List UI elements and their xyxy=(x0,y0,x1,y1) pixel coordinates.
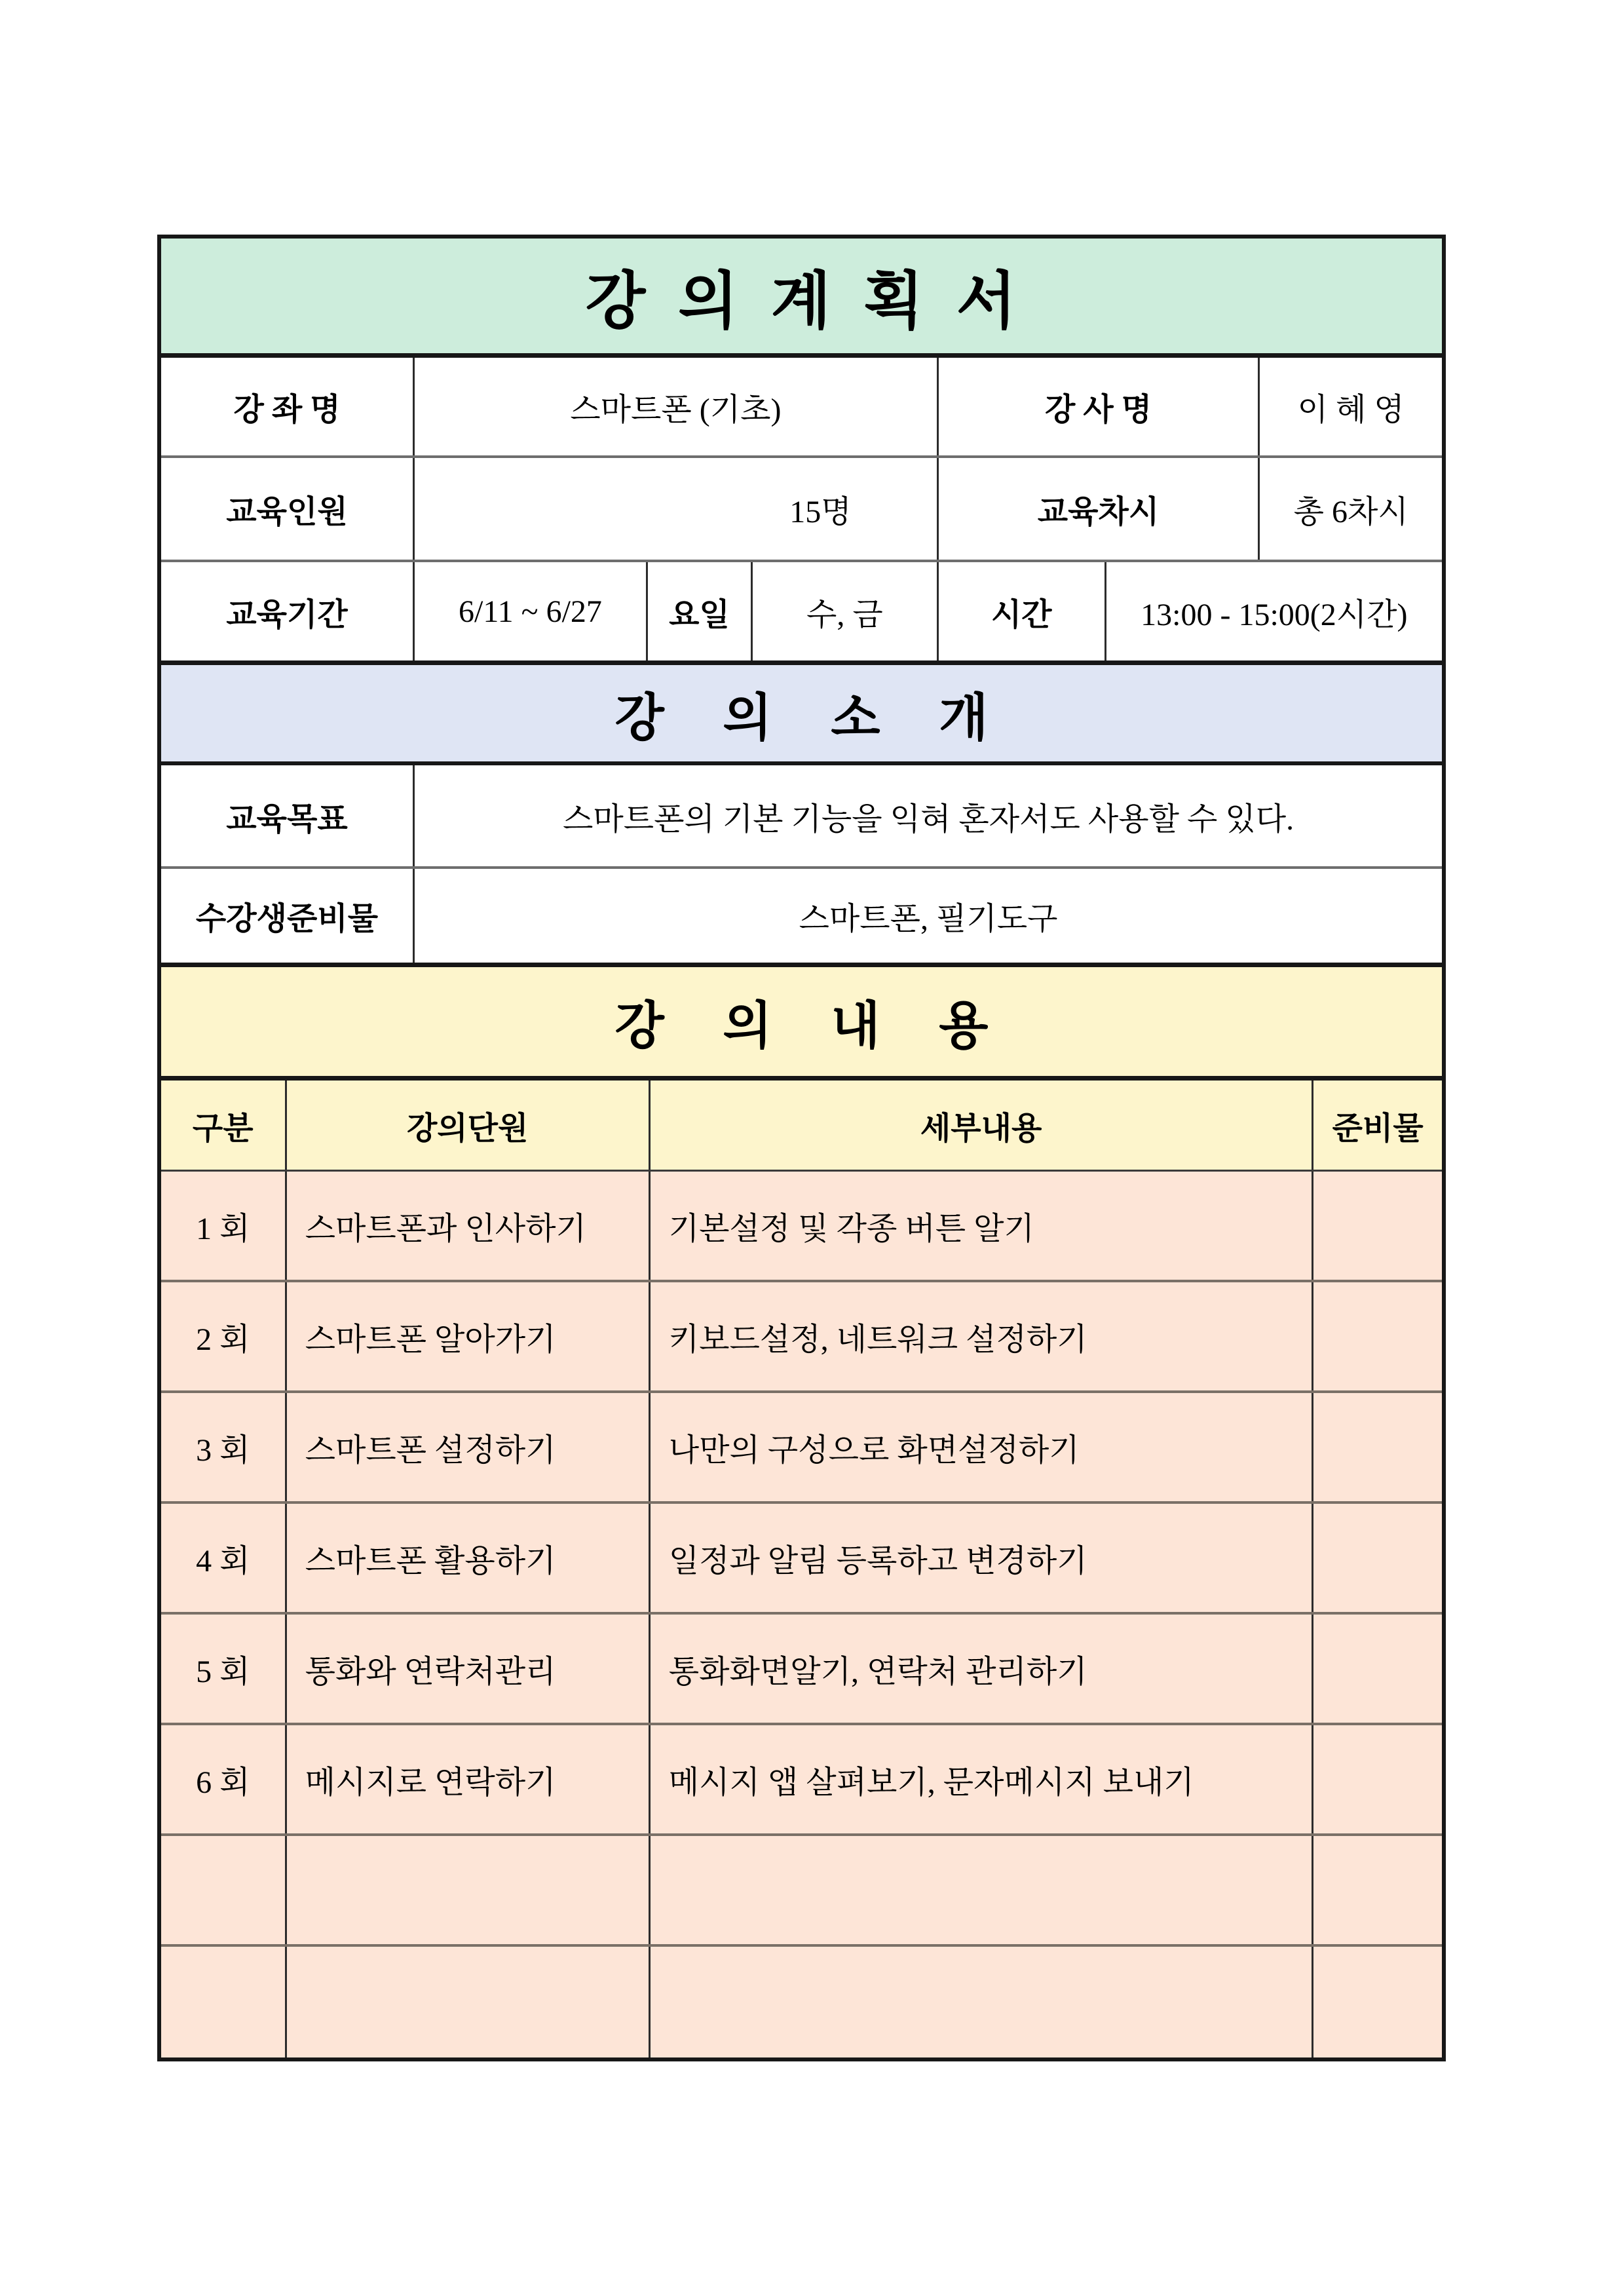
row-unit: 스마트폰 활용하기 xyxy=(287,1504,651,1612)
row-prep xyxy=(1313,1947,1442,2057)
content-section-band xyxy=(161,967,1442,1081)
content-header-row xyxy=(161,1081,1442,1172)
row-detail: 메시지 앱 살펴보기, 문자메시지 보내기 xyxy=(651,1725,1314,1833)
document-title: 강 의 계 획 서 xyxy=(585,266,1018,336)
lecture-plan-document xyxy=(157,235,1446,2061)
content-row-4 xyxy=(161,1504,1442,1615)
weekday-value: 수, 금 xyxy=(753,562,938,660)
row-detail: 키보드설정, 네트워크 설정하기 xyxy=(651,1282,1314,1390)
info-row-students xyxy=(161,458,1442,562)
content-row-7-empty xyxy=(161,1836,1442,1947)
time-value: 13:00 - 15:00(2시간) xyxy=(1141,597,1408,632)
content-section-title: 강 의 내 용 xyxy=(614,997,989,1054)
row-no: 4 회 xyxy=(161,1504,287,1612)
content-row-2 xyxy=(161,1282,1442,1393)
row-prep xyxy=(1313,1836,1442,1944)
row-detail: 기본설정 및 각종 버튼 알기 xyxy=(651,1172,1314,1280)
time-label: 시간 xyxy=(939,562,1106,660)
students-value: 15명 xyxy=(415,458,939,560)
sessions-value: 총 6차시 xyxy=(1293,495,1408,529)
row-unit xyxy=(287,1947,651,2057)
goal-value: 스마트폰의 기본 기능을 익혀 혼자서도 사용할 수 있다. xyxy=(562,801,1294,837)
content-row-3 xyxy=(161,1393,1442,1504)
content-row-6 xyxy=(161,1725,1442,1836)
row-detail xyxy=(651,1836,1314,1944)
document-title-band xyxy=(161,239,1442,358)
content-row-5 xyxy=(161,1615,1442,1725)
content-row-1 xyxy=(161,1172,1442,1282)
row-no: 2 회 xyxy=(161,1282,287,1390)
row-detail xyxy=(651,1947,1314,2057)
sessions-label: 교육차시 xyxy=(939,458,1260,560)
period-value: 6/11 ~ 6/27 xyxy=(415,562,648,660)
goal-label: 교육목표 xyxy=(161,765,415,866)
row-prep xyxy=(1313,1282,1442,1390)
materials-row xyxy=(161,869,1442,967)
row-prep xyxy=(1313,1172,1442,1280)
materials-value: 스마트폰, 필기도구 xyxy=(799,902,1058,936)
row-prep xyxy=(1313,1615,1442,1723)
row-no: 5 회 xyxy=(161,1615,287,1723)
row-detail: 통화화면알기, 연락처 관리하기 xyxy=(651,1615,1314,1723)
row-no xyxy=(161,1947,287,2057)
instructor-value: 이 혜 영 xyxy=(1297,392,1405,427)
row-prep xyxy=(1313,1725,1442,1833)
row-no: 6 회 xyxy=(161,1725,287,1833)
row-no xyxy=(161,1836,287,1944)
header-unit: 강의단원 xyxy=(287,1081,651,1170)
period-label: 교육기간 xyxy=(161,562,415,660)
instructor-label: 강 사 명 xyxy=(939,358,1260,455)
row-unit: 스마트폰과 인사하기 xyxy=(287,1172,651,1280)
row-unit: 통화와 연락처관리 xyxy=(287,1615,651,1723)
row-detail: 나만의 구성으로 화면설정하기 xyxy=(651,1393,1314,1501)
row-unit: 메시지로 연락하기 xyxy=(287,1725,651,1833)
materials-label: 수강생준비물 xyxy=(161,869,415,963)
students-label: 교육인원 xyxy=(161,458,415,560)
content-row-8-empty xyxy=(161,1947,1442,2057)
header-prep: 준비물 xyxy=(1332,1111,1424,1146)
goal-row xyxy=(161,765,1442,869)
row-unit xyxy=(287,1836,651,1944)
course-name-label: 강 좌 명 xyxy=(161,358,415,455)
row-detail: 일정과 알림 등록하고 변경하기 xyxy=(651,1504,1314,1612)
intro-section-band xyxy=(161,665,1442,765)
intro-section-title: 강 의 소 개 xyxy=(614,689,989,746)
header-no: 구분 xyxy=(161,1081,287,1170)
row-unit: 스마트폰 알아가기 xyxy=(287,1282,651,1390)
row-prep xyxy=(1313,1393,1442,1501)
row-unit: 스마트폰 설정하기 xyxy=(287,1393,651,1501)
row-prep xyxy=(1313,1504,1442,1612)
info-row-schedule xyxy=(161,562,1442,665)
course-name-value: 스마트폰 (기초) xyxy=(415,358,939,455)
row-no: 3 회 xyxy=(161,1393,287,1501)
info-row-course xyxy=(161,358,1442,458)
header-detail: 세부내용 xyxy=(651,1081,1314,1170)
weekday-label: 요일 xyxy=(648,562,753,660)
row-no: 1 회 xyxy=(161,1172,287,1280)
